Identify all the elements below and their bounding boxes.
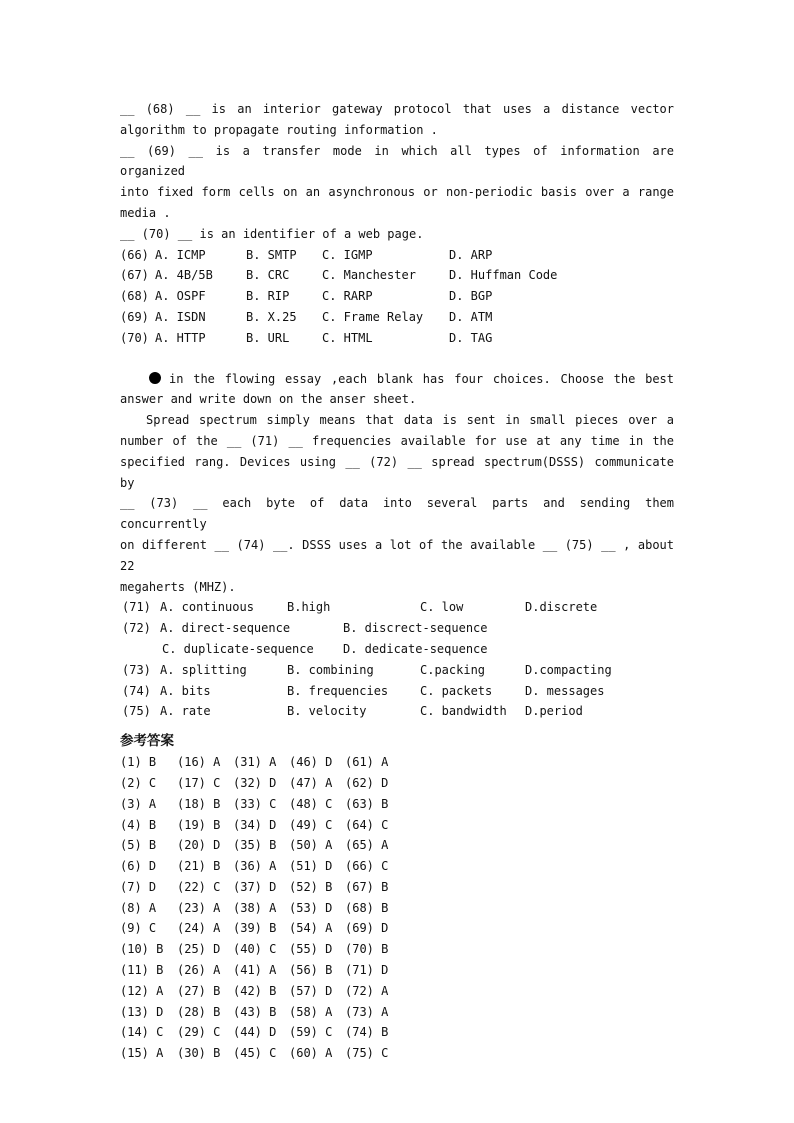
answer-cell: (65) A [345, 838, 389, 853]
answer-cell: (61) A [345, 755, 389, 770]
option-c: C. RARP [322, 289, 373, 304]
answer-cell: (8) A [120, 900, 157, 915]
option-row [120, 701, 674, 722]
answer-row [120, 752, 674, 773]
option-num: (70) [120, 330, 149, 345]
answer-cell: (26) A [177, 963, 221, 978]
answer-cell: (54) A [289, 921, 333, 936]
answer-cell: (38) A [233, 900, 277, 915]
answer-cell: (40) C [233, 942, 277, 957]
answer-cell: (44) D [233, 1025, 277, 1040]
option-b: B. velocity [287, 704, 367, 719]
answer-cell: (49) C [289, 817, 333, 832]
answer-cell: (32) D [233, 775, 277, 790]
intro-line: __ (68) __ is an interior gateway protocol that uses a distance vector [120, 102, 674, 116]
answer-cell: (55) D [289, 942, 333, 957]
option-row [120, 681, 674, 702]
option-row [120, 597, 674, 618]
option-c: C. packets [420, 683, 493, 698]
answer-cell: (34) D [233, 817, 277, 832]
answer-key-table [120, 752, 674, 1064]
answer-row [120, 815, 674, 836]
option-c: C. duplicate-sequence [162, 641, 314, 656]
answer-cell: (1) B [120, 755, 157, 770]
option-num: (69) [120, 309, 149, 324]
option-a: A. ICMP [155, 247, 206, 262]
answer-row [120, 981, 674, 1002]
option-num: (66) [120, 247, 149, 262]
answer-cell: (42) B [233, 983, 277, 998]
answer-cell: (39) B [233, 921, 277, 936]
answer-row [120, 898, 674, 919]
option-b: B. SMTP [246, 247, 297, 262]
answer-cell: (19) B [177, 817, 221, 832]
option-num: (73) [122, 662, 151, 677]
instruction-line [120, 369, 674, 390]
answer-cell: (28) B [177, 1004, 221, 1019]
answer-row [120, 856, 674, 877]
essay-line: megaherts (MHZ). [120, 579, 236, 594]
answer-cell: (25) D [177, 942, 221, 957]
answer-cell: (43) B [233, 1004, 277, 1019]
answer-cell: (23) A [177, 900, 221, 915]
essay-line: number of the __ (71) __ frequencies available for use at any time in the [120, 433, 674, 448]
answer-cell: (46) D [289, 755, 333, 770]
answers-heading: 参考答案 [120, 733, 174, 750]
option-c: C. IGMP [322, 247, 373, 262]
option-d: D. BGP [449, 289, 493, 304]
answer-cell: (71) D [345, 963, 389, 978]
option-num: (68) [120, 289, 149, 304]
essay-instruction [120, 369, 674, 411]
options-table-71-75 [120, 597, 674, 722]
answer-cell: (15) A [120, 1046, 164, 1061]
answer-row [120, 939, 674, 960]
answer-cell: (66) C [345, 859, 389, 874]
intro-line: into fixed form cells on an asynchronous or non-periodic basis over a range [120, 185, 674, 200]
option-c: C. HTML [322, 330, 373, 345]
option-b: B. CRC [246, 268, 290, 283]
answer-cell: (63) B [345, 796, 389, 811]
option-a: A. bits [160, 683, 211, 698]
essay-line: __ (73) __ each byte of data into several parts and sending them concurrently [120, 496, 674, 532]
answer-cell: (69) D [345, 921, 389, 936]
intro-line: __ (70) __ is an identifier of a web page. [120, 226, 424, 241]
option-row [120, 286, 674, 307]
option-b: B. RIP [246, 289, 290, 304]
option-b: B. discrect-sequence [343, 621, 488, 636]
essay-line: specified rang. Devices using __ (72) __ spread spectrum(DSSS) communicate by [120, 454, 674, 490]
option-a: A. direct-sequence [160, 621, 291, 636]
answer-cell: (53) D [289, 900, 333, 915]
option-num: (74) [122, 683, 151, 698]
options-table-66-70 [120, 245, 674, 349]
answer-cell: (51) D [289, 859, 333, 874]
answer-cell: (6) D [120, 859, 157, 874]
answer-cell: (57) D [289, 983, 333, 998]
answer-cell: (47) A [289, 775, 333, 790]
answer-cell: (30) B [177, 1046, 221, 1061]
option-c: C. Frame Relay [322, 309, 424, 324]
option-b: B. URL [246, 330, 290, 345]
answer-cell: (62) D [345, 775, 389, 790]
answer-cell: (2) C [120, 775, 157, 790]
essay-line: on different __ (74) __. DSSS uses a lot of the available __ (75) __ , about 22 [120, 537, 674, 573]
answer-row [120, 1043, 674, 1064]
answer-row [120, 918, 674, 939]
answer-row [120, 835, 674, 856]
option-d: D.discrete [525, 600, 598, 615]
answer-cell: (36) A [233, 859, 277, 874]
option-num: (67) [120, 268, 149, 283]
answer-cell: (72) A [345, 983, 389, 998]
answer-cell: (16) A [177, 755, 221, 770]
spacer [120, 349, 674, 369]
option-c: C. Manchester [322, 268, 416, 283]
option-c: C. low [420, 600, 464, 615]
option-num: (75) [122, 704, 151, 719]
answer-cell: (29) C [177, 1025, 221, 1040]
answer-cell: (10) B [120, 942, 164, 957]
answer-row [120, 877, 674, 898]
option-row [120, 618, 674, 639]
question-intro [120, 99, 674, 245]
answer-cell: (50) A [289, 838, 333, 853]
option-a: A. OSPF [155, 289, 206, 304]
answer-row [120, 1002, 674, 1023]
answer-row [120, 1022, 674, 1043]
answer-cell: (31) A [233, 755, 277, 770]
answer-cell: (70) B [345, 942, 389, 957]
answer-cell: (9) C [120, 921, 157, 936]
option-row [120, 307, 674, 328]
answer-cell: (11) B [120, 963, 164, 978]
answer-cell: (56) B [289, 963, 333, 978]
option-c: C.packing [420, 662, 486, 677]
answer-cell: (13) D [120, 1004, 164, 1019]
option-d: D. ATM [449, 309, 493, 324]
instruction-line: answer and write down on the anser sheet. [120, 392, 417, 407]
answer-cell: (24) A [177, 921, 221, 936]
answer-cell: (41) A [233, 963, 277, 978]
answer-cell: (7) D [120, 879, 157, 894]
answer-cell: (27) B [177, 983, 221, 998]
option-c: C. bandwidth [420, 704, 507, 719]
answer-cell: (73) A [345, 1004, 389, 1019]
bullet-icon [149, 372, 161, 384]
answer-cell: (12) A [120, 983, 164, 998]
option-d: D. TAG [449, 330, 493, 345]
option-row [120, 660, 674, 681]
instruction-text: in the flowing essay ,each blank has four choices. Choose the best [169, 371, 674, 386]
answer-cell: (22) C [177, 879, 221, 894]
intro-line: media . [120, 205, 171, 220]
essay-line: Spread spectrum simply means that data is sent in small pieces over a [146, 413, 674, 428]
option-d: D. Huffman Code [449, 268, 558, 283]
answer-row [120, 960, 674, 981]
option-d: D.period [525, 704, 583, 719]
answer-cell: (52) B [289, 879, 333, 894]
option-row [120, 265, 674, 286]
answer-cell: (68) B [345, 900, 389, 915]
answer-cell: (35) B [233, 838, 277, 853]
option-a: A. splitting [160, 662, 247, 677]
option-a: A. HTTP [155, 330, 206, 345]
answer-cell: (18) B [177, 796, 221, 811]
answer-cell: (67) B [345, 879, 389, 894]
option-a: A. 4B/5B [155, 268, 213, 283]
answer-cell: (17) C [177, 775, 221, 790]
answer-cell: (58) A [289, 1004, 333, 1019]
answer-cell: (59) C [289, 1025, 333, 1040]
answer-cell: (5) B [120, 838, 157, 853]
answer-cell: (3) A [120, 796, 157, 811]
answer-cell: (45) C [233, 1046, 277, 1061]
intro-line: algorithm to propagate routing information . [120, 122, 438, 137]
option-row [120, 245, 674, 266]
document-page [120, 99, 674, 1064]
option-a: A. rate [160, 704, 211, 719]
answer-cell: (48) C [289, 796, 333, 811]
option-d: D. dedicate-sequence [343, 641, 488, 656]
option-b: B.high [287, 600, 331, 615]
answer-cell: (4) B [120, 817, 157, 832]
option-b: B. combining [287, 662, 374, 677]
answer-cell: (74) B [345, 1025, 389, 1040]
answer-cell: (64) C [345, 817, 389, 832]
intro-line: __ (69) __ is a transfer mode in which all types of information are organized [120, 143, 674, 179]
option-a: A. continuous [160, 600, 254, 615]
answer-row [120, 773, 674, 794]
answer-cell: (37) D [233, 879, 277, 894]
option-num: (72) [122, 621, 151, 636]
option-a: A. ISDN [155, 309, 206, 324]
answer-cell: (60) A [289, 1046, 333, 1061]
answer-cell: (21) B [177, 859, 221, 874]
option-b: B. X.25 [246, 309, 297, 324]
option-b: B. frequencies [287, 683, 389, 698]
essay-body [120, 410, 674, 597]
option-d: D.compacting [525, 662, 612, 677]
option-num: (71) [122, 600, 151, 615]
answer-cell: (75) C [345, 1046, 389, 1061]
option-d: D. ARP [449, 247, 493, 262]
option-row [120, 328, 674, 349]
answer-cell: (33) C [233, 796, 277, 811]
option-d: D. messages [525, 683, 605, 698]
option-row [120, 639, 674, 660]
answer-row [120, 794, 674, 815]
answer-cell: (20) D [177, 838, 221, 853]
answer-cell: (14) C [120, 1025, 164, 1040]
